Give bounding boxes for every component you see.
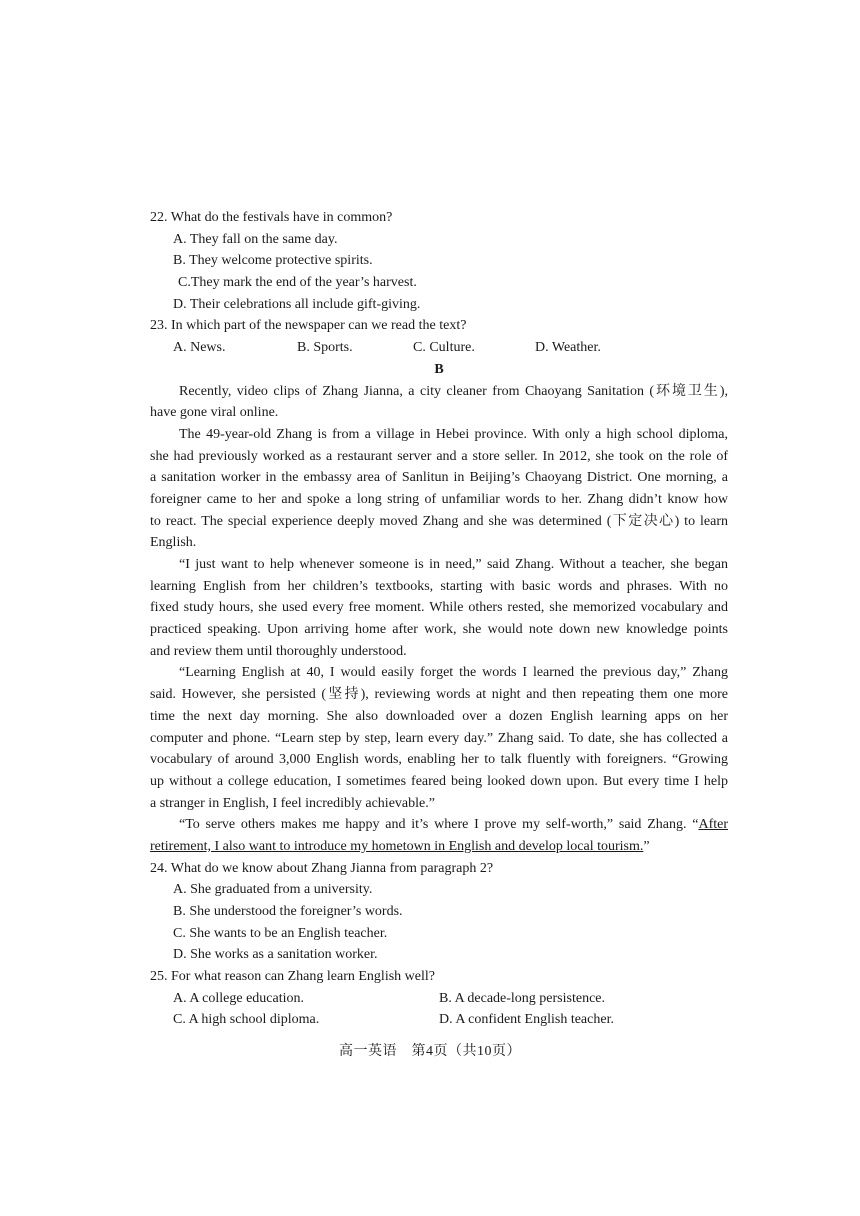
question-23-options [150,337,728,359]
question-24-option-d: D. She works as a sanitation worker. [173,947,378,963]
paragraph-line: up without a college education, I sometimes feared being looked down upon. But every time I help [150,773,728,789]
question-25-stem: 25. For what reason can Zhang learn English well? [150,969,435,985]
question-25-options-row-1 [150,988,728,1010]
paragraph-line: have gone viral online. [150,405,279,421]
question-23-option-d: D. Weather. [535,340,601,356]
paragraph-line: fixed study hours, she used every free moment. While others rested, she memorized vocabulary and [150,600,728,616]
paragraph-line: said. However, she persisted (坚持), reviewing words at night and then repeating them one more [150,687,728,703]
page-footer: 高一英语 第4页（共10页） [339,1044,521,1059]
question-24-stem: 24. What do we know about Zhang Jianna from paragraph 2? [150,860,494,876]
question-23-stem: 23. In which part of the newspaper can we read the text? [150,318,467,334]
question-23-option-c: C. Culture. [413,340,475,356]
question-22-stem: 22. What do the festivals have in common? [150,210,393,225]
paragraph-line: computer and phone. “Learn step by step, learn every day.” Zhang said. To date, she has collected a [150,730,728,746]
paragraph-1 [150,381,728,424]
paragraph-2 [150,424,728,554]
paragraph-line: and review them until thoroughly understood. [150,643,407,659]
paragraph-line: practiced speaking. Upon arriving home after work, she would note down new knowledge points [150,622,728,638]
question-24 [150,858,728,966]
question-22-option-d: D. Their celebrations all include gift-giving. [173,296,421,312]
question-22-option-c: C.They mark the end of the year’s harvest. [178,275,417,291]
paragraph-line: learning English from her children’s textbooks, starting with basic words and phrases. With no [150,578,728,594]
question-25-option-c: C. A high school diploma. [173,1012,320,1028]
question-23-option-a: A. News. [173,340,226,356]
paragraph-line: The 49-year-old Zhang is from a village in Hebei province. With only a high school diploma, [179,426,728,442]
paragraph-5 [150,814,728,857]
question-25 [150,966,728,1031]
paragraph-line: she had previously worked as a restaurant server and a store seller. In 2012, she took on the role of [150,448,728,464]
question-22 [150,207,728,315]
underlined-sentence-end: retirement, I also want to introduce my hometown in English and develop local tourism. [150,838,644,854]
question-22-option-a: A. They fall on the same day. [173,231,338,247]
paragraph-5-tail: ” [643,838,650,854]
paragraph-4 [150,662,728,814]
question-25-option-b: B. A decade-long persistence. [439,990,606,1006]
question-24-option-a: A. She graduated from a university. [173,882,373,898]
paragraph-line: English. [150,535,197,551]
question-22-option-b: B. They welcome protective spirits. [173,253,373,269]
question-25-option-a: A. A college education. [173,990,305,1006]
underlined-sentence-start: After [698,817,728,833]
paragraph-line: to react. The special experience deeply moved Zhang and she was determined (下定决心) to learn [150,513,728,529]
question-24-option-b: B. She understood the foreigner’s words. [173,904,403,919]
question-25-options-row-2 [150,1009,728,1031]
paragraph-line [150,836,728,858]
paragraph-line [150,814,728,836]
question-25-option-d: D. A confident English teacher. [439,1012,614,1028]
paragraph-3 [150,554,728,662]
paragraph-line: “Learning English at 40, I would easily forget the words I learned the previous day,” Zhang [179,665,728,681]
question-23 [150,315,728,358]
paragraph-line: vocabulary of around 3,000 English words, enabling her to talk fluently with foreigners. “Growing [150,752,728,768]
question-23-option-b: B. Sports. [297,340,353,356]
page-content [150,207,728,1031]
paragraph-line: a sanitation worker in the embassy area of Sanlitun in Beijing’s Chaoyang District. One morning, a [150,470,728,486]
paragraph-line: time the next day morning. She also downloaded over a dozen English learning apps on her [150,708,728,724]
paragraph-line: Recently, video clips of Zhang Jianna, a city cleaner from Chaoyang Sanitation (环境卫生), [179,383,728,399]
paragraph-line: foreigner came to her and spoke a long string of unfamiliar words to her. Zhang didn’t know how [150,491,728,507]
question-24-option-c: C. She wants to be an English teacher. [173,925,388,941]
section-heading-b: B [434,361,444,377]
paragraph-line: a stranger in English, I feel incredibly achievable.” [150,795,435,811]
paragraph-5-lead: “To serve others makes me happy and it’s where I prove my self-worth,” said Zhang. “ [179,817,699,833]
passage-b [150,381,728,858]
paragraph-line: “I just want to help whenever someone is in need,” said Zhang. Without a teacher, she began [179,557,728,572]
